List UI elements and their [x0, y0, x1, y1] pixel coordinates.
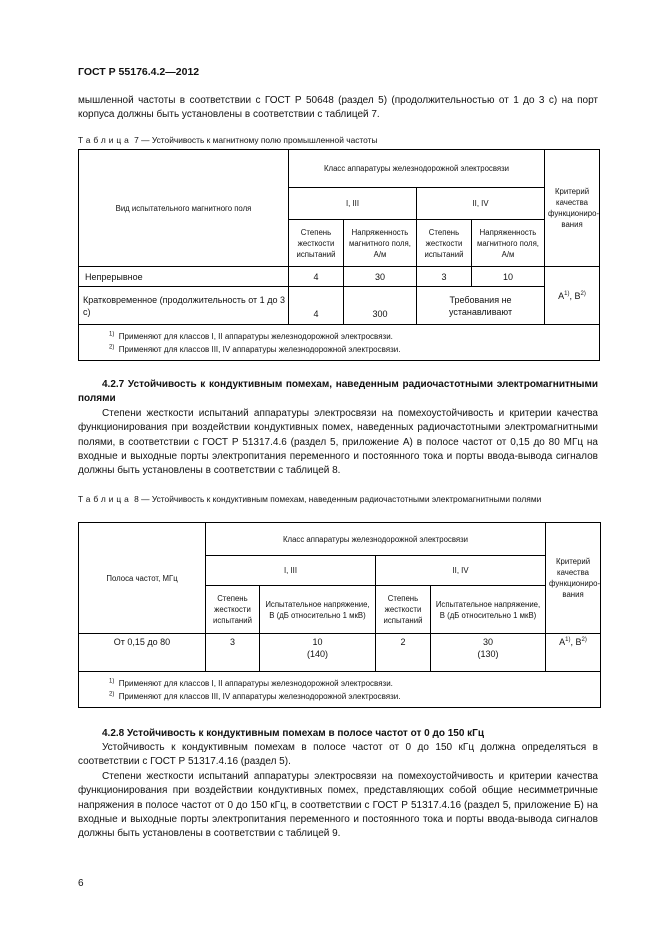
table8-header-criterion: Критерий качества функциониро-вания: [546, 523, 601, 634]
table7-row2-field-1: 300: [344, 287, 417, 325]
section-427-heading: 4.2.7 Устойчивость к кондуктивным помехам, наведенным радиочастотными электромагнитными полями: [78, 379, 598, 405]
table7-row1-field-1: 30: [344, 267, 417, 287]
table7-row2-not-required: Требования не устанавливают: [417, 287, 545, 325]
table7-group-2: II, IV: [417, 188, 545, 220]
table7-header-criterion: Критерий качества функциониро-вания: [545, 150, 600, 267]
table8-notes: [79, 672, 601, 708]
table7-subheader-field-2: Напряженность магнитного поля, А/м: [472, 220, 545, 267]
table7-note-1: $^{1)}$ Применяют для классов I, II аппаратуры железнодорожной электросвязи.: [109, 331, 393, 341]
table8-caption: [78, 494, 599, 505]
table7-caption-word: Таблица: [78, 135, 132, 145]
table7-caption: [78, 135, 599, 146]
table8-subheader-voltage-1: Испытательное напряжение, В (дБ относительно 1 мкВ): [260, 586, 376, 634]
table7-subheader-level-1: Степень жесткости испытаний: [289, 220, 344, 267]
table8-subheader-voltage-2: Испытательное напряжение, В (дБ относительно 1 мкВ): [431, 586, 546, 634]
table8-note-1: $^{1)}$ Применяют для классов I, II аппаратуры железнодорожной электросвязи.: [109, 678, 393, 688]
table8-row-voltage-2: 30 (130): [431, 634, 546, 672]
section-428-paragraph-1: Устойчивость к кондуктивным помехам в полосе частот от 0 до 150 кГц должна определяться в соответствии с ГОСТ Р 51317.4.16 (раздел 5).: [78, 742, 598, 768]
section-427-paragraph: Степени жесткости испытаний аппаратуры электросвязи на помехоустойчивость и критерии качества функционирования при воздействии кондуктивных помех, наведенных радиочастотными электромагнитными полями, в соответствии с ГОСТ Р 51317.4.6 (раздел 5, приложение А) в полосе частот от 0,15 до 80 МГц на входные и выходные порты электропитания переменного и постоянного тока и порты ввода-вывода сигналов должны быть установлены в соответствии с таблицей 8.: [78, 408, 598, 477]
table7-row1-level-1: 4: [289, 267, 344, 287]
table7-subheader-level-2: Степень жесткости испытаний: [417, 220, 472, 267]
table7-group-1: I, III: [289, 188, 417, 220]
table8-row-level-1: 3: [206, 634, 260, 672]
table7-notes: [79, 325, 600, 361]
table7-row1-label: Непрерывное: [79, 267, 289, 287]
table7-row2-label: Кратковременное (продолжительность от 1 до 3 с): [79, 287, 289, 325]
table7-row1-field-2: 10: [472, 267, 545, 287]
table8-caption-text: 8 — Устойчивость к кондуктивным помехам, наведенным радиочастотными электромагнитными полями: [134, 494, 542, 504]
table8-row-voltage-1: 10 (140): [260, 634, 376, 672]
section-428-heading: 4.2.8 Устойчивость к кондуктивным помехам в полосе частот от 0 до 150 кГц: [102, 728, 485, 739]
table8-subheader-level-2: Степень жесткости испытаний: [376, 586, 431, 634]
page-number: 6: [78, 878, 84, 889]
table8-row-level-2: 2: [376, 634, 431, 672]
table8-group-1: I, III: [206, 556, 376, 586]
table8-group-2: II, IV: [376, 556, 546, 586]
table7-criterion: $A^{1)}$, $B^{2)}$: [545, 267, 600, 325]
table7-note-2: $^{2)}$ Применяют для классов III, IV аппаратуры железнодорожной электросвязи.: [109, 344, 401, 354]
table8-row-band: От 0,15 до 80: [79, 634, 206, 672]
table7-caption-text: 7 — Устойчивость к магнитному полю промышленной частоты: [134, 135, 378, 145]
table7-subheader-field-1: Напряженность магнитного поля, А/м: [344, 220, 417, 267]
table8-subheader-level-1: Степень жесткости испытаний: [206, 586, 260, 634]
table8-header-class: Класс аппаратуры железнодорожной электросвязи: [206, 523, 546, 556]
table-7: [78, 149, 600, 361]
table8-caption-word: Таблица: [78, 494, 132, 504]
table-8: [78, 522, 601, 708]
table7-row1-level-2: 3: [417, 267, 472, 287]
table7-header-type: Вид испытательного магнитного поля: [79, 150, 289, 267]
intro-paragraph: мышленной частоты в соответствии с ГОСТ Р 50648 (раздел 5) (продолжительностью от 1 до 3 с) на порт корпуса должны быть установлены в соответствии с таблицей 7.: [78, 95, 598, 121]
table7-row2-level-1: 4: [289, 287, 344, 325]
section-428-paragraph-2: Степени жесткости испытаний аппаратуры электросвязи на помехоустойчивость и критерии качества функционирования при воздействии кондуктивных помех, представляющих собой общие несимметричные напряжения в полосе частот от 0 до 150 кГц, в соответствии с ГОСТ Р 51317.4.16 (раздел 5, приложение Б) на входные и выходные порты электропитания переменного и постоянного тока и порты ввода-вывода сигналов должны быть установлены в соответствии с таблицей 9.: [78, 771, 598, 840]
table7-header-class: Класс аппаратуры железнодорожной электросвязи: [289, 150, 545, 188]
table8-header-band: Полоса частот, МГц: [79, 523, 206, 634]
table8-criterion: $A^{1)}$, $B^{2)}$: [546, 634, 601, 672]
document-code: ГОСТ Р 55176.4.2—2012: [78, 66, 200, 78]
table8-note-2: $^{2)}$ Применяют для классов III, IV аппаратуры железнодорожной электросвязи.: [109, 691, 401, 701]
